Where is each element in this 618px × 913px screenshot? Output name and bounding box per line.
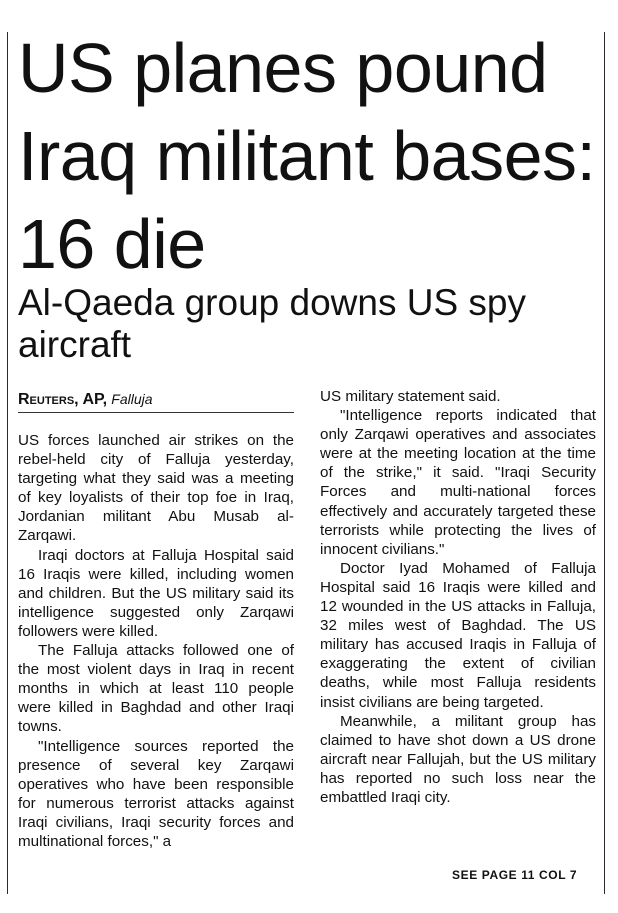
paragraph: Doctor Iyad Mohamed of Falluja Hospital said 16 Iraqis were killed and 12 wounded in the US attacks in Falluja, 32 miles west of Baghdad. The US military has accused Iraqis in Falluja of exaggerating the extent of civilian deaths, while most Falluja residents insist civilians are being targeted. [320, 559, 596, 711]
continuation-note: SEE PAGE 11 COL 7 [452, 868, 578, 882]
paragraph: "Intelligence reports indicated that only Zarqawi operatives and associates were at the meeting location at the time of the strike," it said. "Iraqi Security Forces and multi-national forces effectively and accurately targeted these terrorists while protecting the lives of innocent civilians." [320, 407, 596, 558]
paragraph: Meanwhile, a militant group has claimed to have shot down a US drone aircraft near Fallujah, but the US military has reported no such loss near the embattled Iraqi city. [320, 712, 596, 806]
article-column-2 [320, 387, 596, 807]
byline [18, 390, 294, 409]
right-column-rule [604, 32, 605, 894]
paragraph: Iraqi doctors at Falluja Hospital said 16 Iraqis were killed, including women and children. But the US military said its intelligence suggested only Zarqawi followers were killed. [18, 546, 294, 640]
paragraph-continuation: US military statement said. [320, 388, 501, 405]
paragraph: "Intelligence sources reported the presence of several key Zarqawi operatives who have been responsible for numerous terrorist attacks against Iraqi civilians, Iraqi security forces and multinational forces," a [18, 737, 294, 850]
subheadline: Al-Qaeda group downs US spy aircraft [18, 282, 526, 365]
paragraph: US forces launched air strikes on the rebel-held city of Falluja yesterday, targeting what they said was a meeting of key loyalists of their top foe in Iraq, Jordanian militant Abu Musab al-Zarqawi. [18, 432, 294, 545]
paragraph: The Falluja attacks followed one of the most violent days in Iraq in recent months in which at least 110 people were killed in Baghdad and other Iraqi towns. [18, 642, 294, 736]
byline-dateline: Falluja [111, 391, 153, 407]
left-column-rule [7, 32, 8, 894]
article-column-1 [18, 431, 294, 851]
headline: US planes pound Iraq militant bases: 16 die [18, 29, 596, 283]
byline-agencies: Reuters, AP, [18, 391, 108, 408]
byline-divider [18, 412, 294, 413]
